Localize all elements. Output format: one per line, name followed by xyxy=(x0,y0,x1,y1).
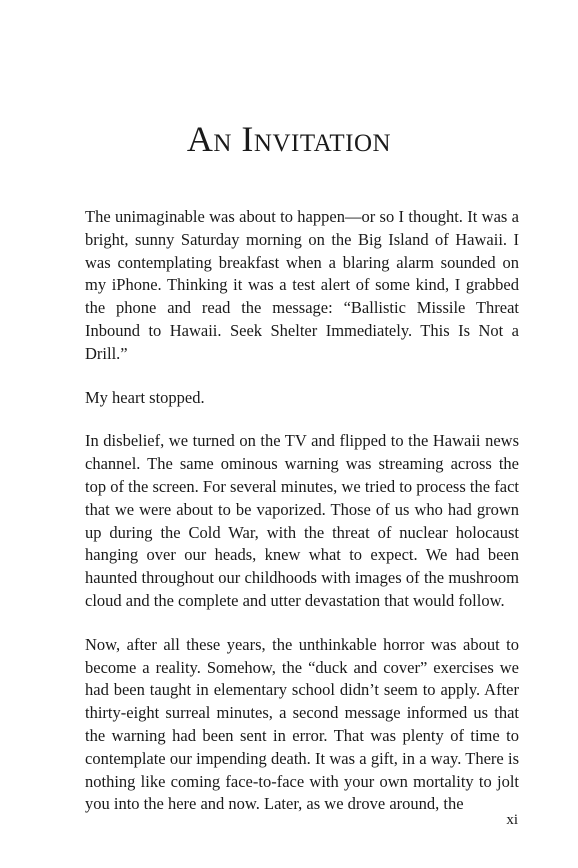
paragraph: In disbelief, we turned on the TV and flipped to the Hawaii news channel. The same ominous warning was streaming across the top of the screen. For several minutes, we tried to process the fact that we were about to be vaporized. Those of us who had grown up during the Cold War, with the threat of nuclear holocaust hanging over our heads, knew what to expect. We had been haunted throughout our childhoods with images of the mushroom cloud and the complete and utter devastation that would follow. xyxy=(85,431,519,610)
paragraph: My heart stopped. xyxy=(85,387,205,407)
body-text xyxy=(85,206,519,837)
paragraph: The unimaginable was about to happen—or so I thought. It was a bright, sunny Saturday morning on the Big Island of Hawaii. I was contemplating breakfast when a blaring alarm sounded on my iPhone. Thinking it was a test alert of some kind, I grabbed the phone and read the message: “Ballistic Missile Threat Inbound to Hawaii. Seek Shelter Immediately. This Is Not a Drill.” xyxy=(85,207,519,363)
chapter-title: An Invitation xyxy=(186,119,392,159)
paragraph: Now, after all these years, the unthinkable horror was about to become a reality. Somehow, the “duck and cover” exercises we had been taught in elementary school didn’t seem to apply. After thirty-eight surreal minutes, a second message informed us that the warning had been sent in error. That was plenty of time to contemplate our impending death. It was a gift, in a way. There is nothing like coming face-to-face with your own mortality to jolt you into the here and now. Later, as we drove around, the xyxy=(85,634,519,814)
page-number: xi xyxy=(506,812,518,828)
